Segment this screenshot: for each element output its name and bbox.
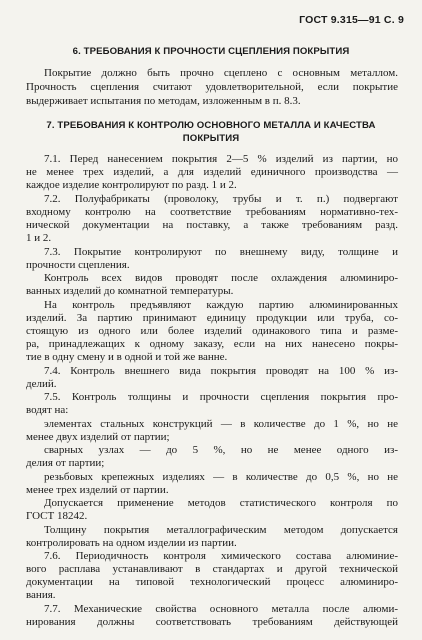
paragraph-line: 7.3. Покрытие контролируют по внешнему виду, толщине и — [44, 246, 398, 258]
paragraph-line: резьбовых крепежных изделиях — в количестве до 0,5 %, но не — [44, 471, 398, 483]
paragraph-line: ра, принадлежащих к одному заказу, если на них нанесено покры- — [26, 338, 398, 350]
paragraph-line: 7.1. Перед нанесением покрытия 2—5 % изделий из партии, но — [44, 153, 398, 165]
paragraph-line: вого расплава устанавливают в стандартах и другой технической — [26, 563, 398, 575]
paragraph-line: Покрытие должно быть прочно сцеплено с основным металлом. — [44, 67, 398, 79]
paragraph-line: элементах стальных конструкций — в количестве до 1 %, но не — [44, 418, 398, 430]
paragraph-line: нирования должны соответствовать требованиям действующей — [26, 616, 398, 628]
paragraph-line: прочности сцепления. — [26, 259, 130, 271]
paragraph-line: не менее трех изделий, а для изделий единичного производства — — [26, 166, 398, 178]
paragraph-line: менее двух изделий от партии; — [26, 431, 170, 443]
paragraph-line: 7.7. Механические свойства основного металла после алюми- — [44, 603, 398, 615]
paragraph-line: каждое изделие контролируют по разд. 1 и 2. — [26, 179, 237, 191]
paragraph-line: контролировать на одном изделии из партии. — [26, 537, 237, 549]
paragraph-line: сварных узлах — до 5 %, но не менее одного из- — [44, 444, 398, 456]
paragraph-line: выдерживает испытания по методам, изложенным в п. 8.3. — [26, 95, 301, 107]
section-6-title: 6. ТРЕБОВАНИЯ К ПРОЧНОСТИ СЦЕПЛЕНИЯ ПОКРЫТИЯ — [72, 46, 350, 57]
paragraph-line: входному контролю на соответствие требованиям нормативно-тех- — [26, 206, 398, 218]
paragraph-line: ГОСТ 18242. — [26, 510, 88, 522]
paragraph-line: Контроль всех видов проводят после охлаждения алюминиро- — [44, 272, 398, 284]
paragraph-line: 1 и 2. — [26, 232, 52, 244]
paragraph-line: Допускается применение методов статистического контроля по — [44, 497, 398, 509]
paragraph-line: делий. — [26, 378, 57, 390]
paragraph-line: стоящую из одного или более изделий одинакового типа и разме- — [26, 325, 398, 337]
paragraph-line: ванных изделий до комнатной температуры. — [26, 285, 234, 297]
paragraph-line: 7.4. Контроль внешнего вида покрытия проводят на 100 % из- — [44, 365, 398, 377]
paragraph-line: нической документации на поставку, а также требованиям разд. — [26, 219, 398, 231]
section-7-title-line-2: ПОКРЫТИЯ — [182, 133, 240, 144]
section-7-title-line-1: 7. ТРЕБОВАНИЯ К КОНТРОЛЮ ОСНОВНОГО МЕТАЛЛА И КАЧЕСТВА — [46, 120, 376, 131]
paragraph-line: менее трех изделий от партии. — [26, 484, 169, 496]
paragraph-line: делия от партии; — [26, 457, 105, 469]
paragraph-line: изделий. За партию принимают единицу продукции или труба, со- — [26, 312, 398, 324]
paragraph-line: тие в одну смену и в одной и той же ванне. — [26, 351, 228, 363]
paragraph-line: 7.6. Периодичность контроля химического состава алюминие- — [44, 550, 398, 562]
paragraph-line: документации на типовой технологический процесс алюминиро- — [26, 576, 398, 588]
paragraph-line: Прочность сцепления считают удовлетворительной, если покрытие — [26, 81, 398, 93]
paragraph-line: 7.5. Контроль толщины и прочности сцепления покрытия про- — [44, 391, 398, 403]
page-header: ГОСТ 9.315—91 С. 9 — [299, 14, 404, 26]
paragraph-line: вания. — [26, 589, 56, 601]
paragraph-line: Толщину покрытия металлографическим методом допускается — [44, 524, 398, 536]
paragraph-line: На контроль предъявляют каждую партию алюминированных — [44, 299, 398, 311]
paragraph-line: 7.2. Полуфабрикаты (проволоку, трубы и т. п.) подвергают — [44, 193, 398, 205]
paragraph-line: водят на: — [26, 404, 69, 416]
